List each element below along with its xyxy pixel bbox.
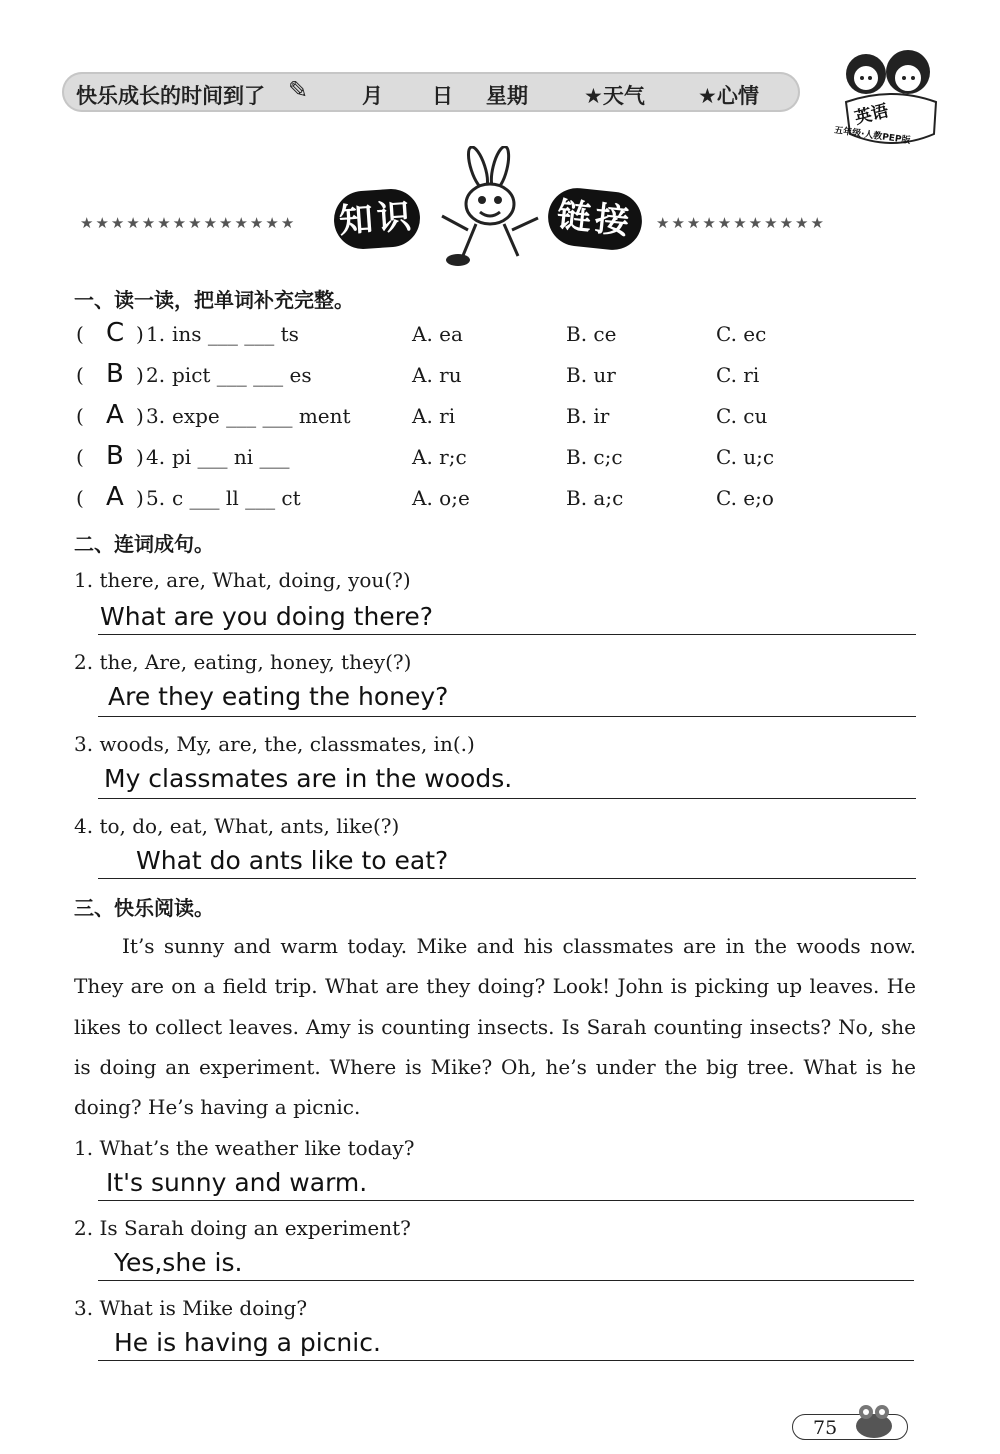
item-stem: expe ___ ___ ment: [172, 404, 351, 428]
part2-prompt: 1. there, are, What, doing, you(?): [74, 568, 411, 592]
star-divider-right: ★★★★★★★★★★★: [656, 214, 826, 232]
option-c: C. e;o: [716, 486, 774, 510]
page-number: 75: [792, 1414, 908, 1440]
part2-prompt: 4. to, do, eat, What, ants, like(?): [74, 814, 400, 838]
part3-question: 3. What is Mike doing?: [74, 1296, 308, 1320]
part2-answer: What do ants like to eat?: [136, 846, 449, 875]
answer-letter: B: [106, 441, 124, 471]
part2-heading: 二、连词成句。: [74, 532, 214, 556]
subject-badge: [832, 42, 950, 152]
item-stem: pict ___ ___ es: [172, 363, 312, 387]
section-title-right: 链接: [545, 185, 645, 253]
option-a: A. ru: [412, 363, 462, 387]
star-divider-left: ★★★★★★★★★★★★★★: [80, 214, 297, 232]
answer-line: [98, 634, 916, 635]
option-b: B. ir: [566, 404, 610, 428]
part2-answer: Are they eating the honey?: [108, 682, 449, 711]
option-a: A. r;c: [412, 445, 467, 469]
item-stem: ins ___ ___ ts: [172, 322, 299, 346]
answer-line: [98, 878, 916, 879]
part3-heading: 三、快乐阅读。: [74, 896, 214, 920]
header-weekday: 星期: [486, 84, 528, 108]
item-stem: c ___ ll ___ ct: [172, 486, 301, 510]
answer-line: [98, 1280, 914, 1281]
option-c: C. u;c: [716, 445, 775, 469]
reading-passage: [74, 926, 916, 1127]
item-stem: pi ___ ni ___: [172, 445, 290, 469]
answer-line: [98, 1360, 914, 1361]
part3-question: 1. What’s the weather like today?: [74, 1136, 415, 1160]
part3-question: 2. Is Sarah doing an experiment?: [74, 1216, 411, 1240]
option-b: B. ce: [566, 322, 617, 346]
option-c: C. ec: [716, 322, 767, 346]
item-number: 1.: [146, 322, 166, 346]
answer-line: [98, 716, 916, 717]
part2-answer: What are you doing there?: [100, 602, 434, 631]
header-mood: ★心情: [698, 84, 759, 108]
subject-label: 英语: [852, 101, 891, 129]
option-c: C. cu: [716, 404, 768, 428]
part3-answer: It's sunny and warm.: [106, 1168, 368, 1197]
part3-answer: He is having a picnic.: [114, 1328, 381, 1357]
item-number: 4.: [146, 445, 166, 469]
frog-mascot-icon: [852, 1396, 896, 1440]
item-number: 5.: [146, 486, 166, 510]
option-a: A. o;e: [412, 486, 470, 510]
option-c: C. ri: [716, 363, 760, 387]
answer-letter: B: [106, 359, 124, 389]
rocket-icon: ✎: [288, 76, 309, 104]
option-b: B. a;c: [566, 486, 624, 510]
answer-line: [98, 1200, 914, 1201]
answer-letter: C: [106, 318, 125, 348]
option-a: A. ea: [412, 322, 463, 346]
option-b: B. c;c: [566, 445, 623, 469]
part2-answer: My classmates are in the woods.: [104, 764, 513, 793]
part3-answer: Yes,she is.: [114, 1248, 243, 1277]
answer-letter: A: [106, 400, 124, 430]
header-banner: 快乐成长的时间到了: [76, 84, 265, 108]
part1-heading: 一、读一读，把单词补充完整。: [74, 288, 354, 312]
rabbit-mascot-icon: [434, 146, 546, 270]
part2-prompt: 2. the, Are, eating, honey, they(?): [74, 650, 412, 674]
header-day: 日: [432, 84, 453, 108]
passage-text: It’s sunny and warm today. Mike and his classmates are in the woods now. They are on a field trip. What are they doing? Look! John is picking up leaves. He likes to collect leaves. Amy is counting insects. Is Sarah counting insects? No, she is doing an experiment. Where is Mike? Oh, he’s under the big tree. What is he doing? He’s having a picnic.: [74, 934, 916, 1120]
header-month: 月: [362, 84, 383, 108]
answer-letter: A: [106, 482, 124, 512]
item-number: 3.: [146, 404, 166, 428]
item-number: 2.: [146, 363, 166, 387]
answer-line: [98, 798, 916, 799]
grade-label: 五年级·人教PEP版: [833, 125, 911, 147]
header-bar: [62, 72, 800, 112]
header-weather: ★天气: [584, 84, 645, 108]
option-a: A. ri: [412, 404, 456, 428]
option-b: B. ur: [566, 363, 616, 387]
part2-prompt: 3. woods, My, are, the, classmates, in(.): [74, 732, 475, 756]
section-title-left: 知识: [332, 187, 422, 251]
